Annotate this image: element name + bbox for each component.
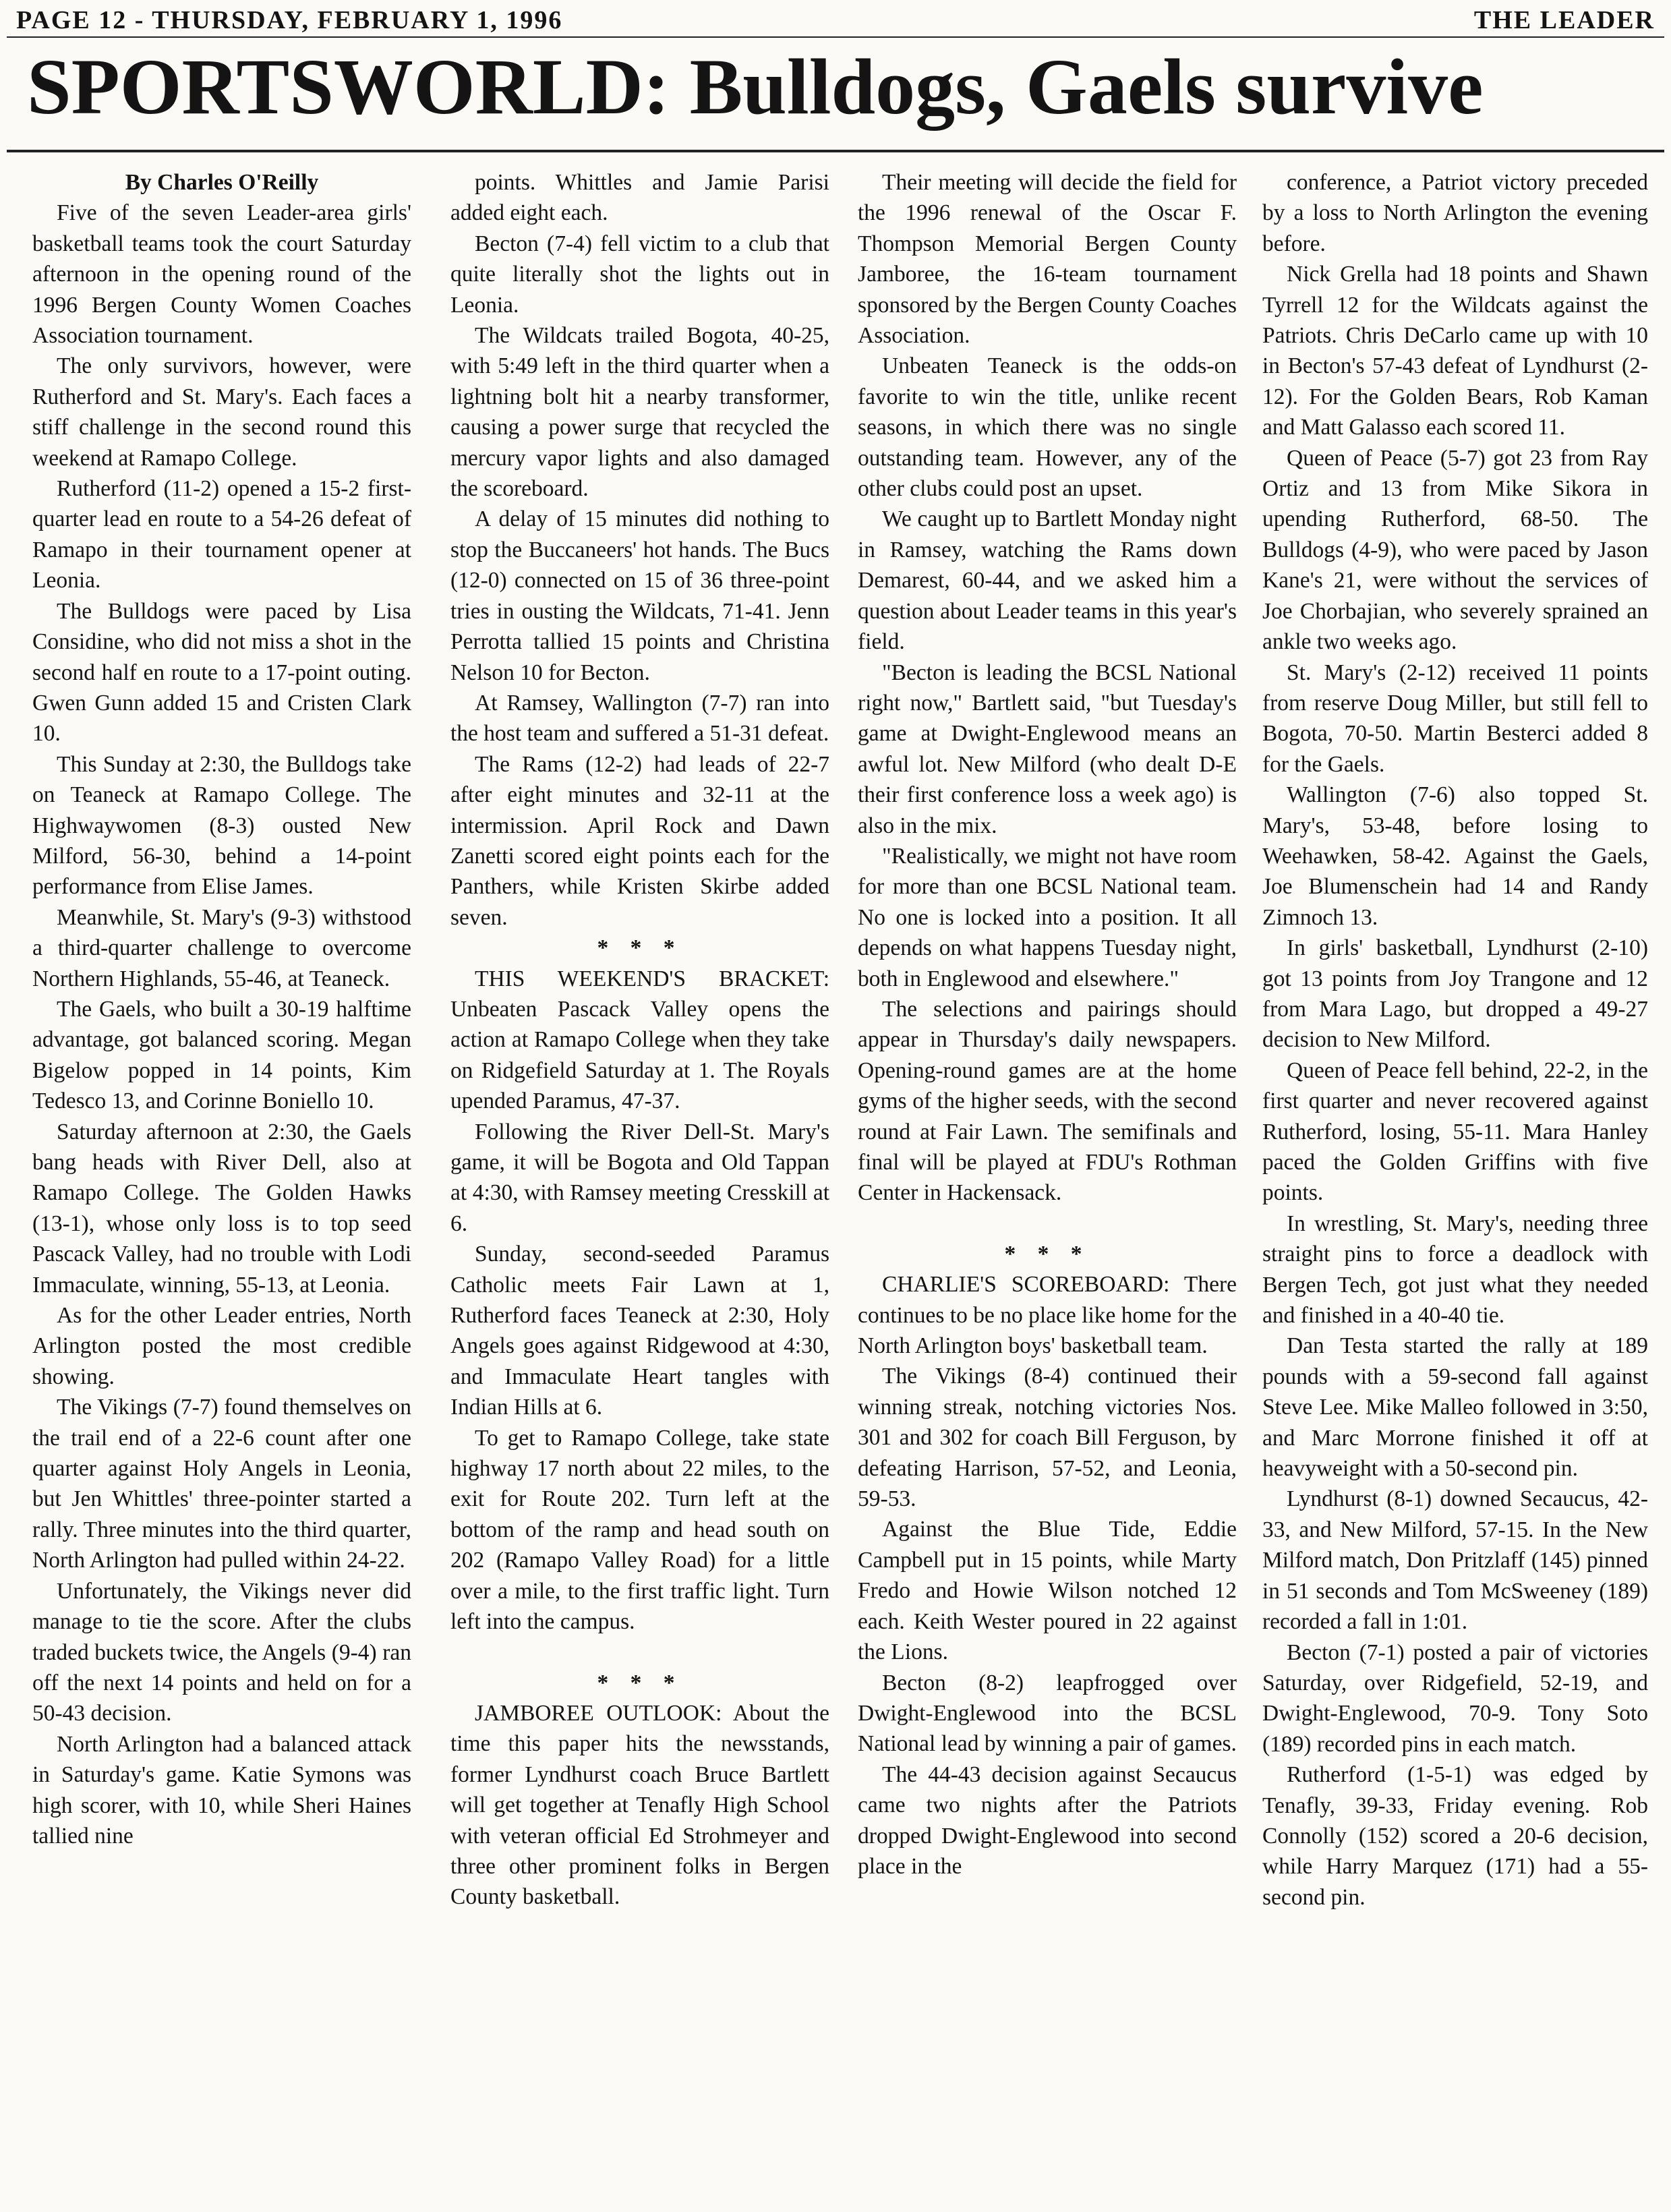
folio-rule (7, 36, 1664, 38)
column-1 (32, 167, 411, 2204)
paragraph: Queen of Peace fell behind, 22-2, in the first quarter and never recovered against Rutherford, losing, 55-11. Mara Hanley paced the Golden Griffins with five points. (1262, 1057, 1648, 1206)
paragraph: In wrestling, St. Mary's, needing three straight pins to force a deadlock with Bergen Tech, got just what they needed and finished in a 40-40 tie. (1262, 1211, 1648, 1329)
paragraph: Against the Blue Tide, Eddie Campbell put in 15 points, while Marty Fredo and Howie Wilson notched 12 each. Keith Wester poured in 22 against the Lions. (858, 1517, 1237, 1665)
paragraph: The Rams (12-2) had leads of 22-7 after eight minutes and 32-11 at the intermission. April Rock and Dawn Zanetti scored eight points each for the Panthers, while Kristen Skirbe added seven. (450, 751, 829, 930)
paragraph: Lyndhurst (8-1) downed Secaucus, 42-33, and New Milford, 57-15. In the New Milford match, Don Pritzlaff (145) pinned in 51 seconds and Tom McSweeney (189) recorded a fall in 1:01. (1262, 1486, 1648, 1635)
column-2 (450, 167, 829, 2204)
paragraph: Rutherford (1-5-1) was edged by Tenafly, 39-33, Friday evening. Rob Connolly (152) scored a 20-6 decision, while Harry Marquez (171) had a 55-second pin. (1262, 1762, 1648, 1910)
paragraph: Becton (8-2) leapfrogged over Dwight-Englewood into the BCSL National lead by winning a pair of games. (858, 1670, 1237, 1757)
paragraph: Dan Testa started the rally at 189 pounds with a 59-second fall against Steve Lee. Mike Malleo followed in 3:50, and Marc Morrone finished it off at heavyweight with a 50-second pin. (1262, 1333, 1648, 1482)
paragraph: The selections and pairings should appear in Thursday's daily newspapers. Opening-round games are at the home gyms of the higher seeds, with the second round at Fair Lawn. The semifinals and final will be played at FDU's Rothman Center in Hackensack. (858, 996, 1237, 1206)
paragraph: Sunday, second-seeded Paramus Catholic meets Fair Lawn at 1, Rutherford faces Teaneck at 2:30, Holy Angels goes against Ridgewood at 4:30, and Immaculate Heart tangles with Indian Hills at 6. (450, 1242, 829, 1420)
paragraph: Queen of Peace (5-7) got 23 from Ray Ortiz and 13 from Mike Sikora in upending Rutherford, 68-50. The Bulldogs (4-9), who were paced by Jason Kane's 21, were without the services of Joe Chorbajian, who severely sprained an ankle two weeks ago. (1262, 445, 1648, 655)
paragraph: THIS WEEKEND'S BRACKET: Unbeaten Pascack Valley opens the action at Ramapo College when they take on Ridgefield Saturday at 1. The Royals upended Paramus, 47-37. (450, 966, 829, 1114)
column-1-body (32, 198, 411, 1851)
paragraph: Meanwhile, St. Mary's (9-3) withstood a third-quarter challenge to overcome Northern Highlands, 55-46, at Teaneck. (32, 904, 411, 991)
section-separator: * * * (1004, 1241, 1090, 1267)
paragraph: Unfortunately, the Vikings never did manage to tie the score. After the clubs traded buckets twice, the Angels (9-4) ran off the next 14 points and held on for a 50-43 decision. (32, 1578, 411, 1726)
column-2-body-b (450, 964, 829, 1637)
column-3 (858, 167, 1237, 2204)
paragraph: Their meeting will decide the field for the 1996 renewal of the Oscar F. Thompson Memorial Bergen County Jamboree, the 16-team tournament sponsored by the Bergen County Coaches Association. (858, 170, 1237, 349)
paragraph: At Ramsey, Wallington (7-7) ran into the host team and suffered a 51-31 defeat. (450, 690, 829, 747)
paragraph: points. Whittles and Jamie Parisi added eight each. (450, 170, 829, 226)
headline-rule (7, 150, 1664, 152)
paragraph: The only survivors, however, were Rutherford and St. Mary's. Each faces a stiff challenge in the second round this weekend at Ramapo College. (32, 353, 411, 471)
paragraph: We caught up to Bartlett Monday night in Ramsey, watching the Rams down Demarest, 60-44, and we asked him a question about Leader teams in this year's field. (858, 506, 1237, 655)
paragraph: The Wildcats trailed Bogota, 40-25, with 5:49 left in the third quarter when a lightning bolt hit a nearby transformer, causing a power surge that recycled the mercury vapor lights and also damaged the scoreboard. (450, 323, 829, 502)
paragraph: The Vikings (8-4) continued their winning streak, notching victories Nos. 301 and 302 for coach Bill Ferguson, by defeating Harrison, 57-52, and Leonia, 59-53. (858, 1364, 1237, 1512)
paragraph: Becton (7-4) fell victim to a club that quite literally shot the lights out in Leonia. (450, 231, 829, 318)
paragraph: The 44-43 decision against Secaucus came two nights after the Patriots dropped Dwight-Englewood into second place in the (858, 1762, 1237, 1879)
paragraph: Unbeaten Teaneck is the odds-on favorite to win the title, unlike recent seasons, in which there was no single outstanding team. However, any of the other clubs could post an upset. (858, 353, 1237, 502)
column-2-body-c (450, 1698, 829, 1913)
paragraph: "Realistically, we might not have room for more than one BCSL National team. No one is locked into a position. It all depends on what happens Tuesday night, both in Englewood and elsewhere." (858, 843, 1237, 991)
section-separator: * * * (597, 1670, 683, 1695)
paragraph: To get to Ramapo College, take state highway 17 north about 22 miles, to the exit for Route 202. Turn left at the bottom of the ramp and head south on 202 (Ramapo Valley Road) for a little over a mile, to the first traffic light. Turn left into the campus. (450, 1425, 829, 1635)
paragraph: The Gaels, who built a 30-19 halftime advantage, got balanced scoring. Megan Bigelow popped in 14 points, Kim Tedesco 13, and Corinne Boniello 10. (32, 996, 411, 1114)
paragraph: CHARLIE'S SCOREBOARD: There continues to be no place like home for the North Arlington boys' basketball team. (858, 1272, 1237, 1359)
column-3-body-b (858, 1269, 1237, 1882)
folio-paper-name: THE LEADER (1473, 6, 1655, 34)
paragraph: North Arlington had a balanced attack in Saturday's game. Katie Symons was high scorer, with 10, while Sheri Haines tallied nine (32, 1731, 411, 1849)
column-3-body-a (858, 167, 1237, 1209)
paragraph: As for the other Leader entries, North Arlington posted the most credible showing. (32, 1303, 411, 1389)
paragraph: In girls' basketball, Lyndhurst (2-10) got 13 points from Joy Trangone and 12 from Mara Lago, but dropped a 49-27 decision to New Milford. (1262, 935, 1648, 1053)
paragraph: Wallington (7-6) also topped St. Mary's, 53-48, before losing to Weehawken, 58-42. Against the Gaels, Joe Blumenschein had 14 and Randy Zimnoch 13. (1262, 782, 1648, 930)
folio-date: PAGE 12 - THURSDAY, FEBRUARY 1, 1996 (16, 6, 563, 34)
paragraph: Five of the seven Leader-area girls' basketball teams took the court Saturday afternoon in the opening round of the 1996 Bergen County Women Coaches Association tournament. (32, 200, 411, 349)
headline: SPORTSWORLD: Bulldogs, Gaels survive (27, 42, 1484, 131)
paragraph: conference, a Patriot victory preceded by a loss to North Arlington the evening before. (1262, 170, 1648, 256)
column-4-body (1262, 167, 1648, 1913)
paragraph: Rutherford (11-2) opened a 15-2 first-quarter lead en route to a 54-26 defeat of Ramapo in their tournament opener at Leonia. (32, 476, 411, 593)
paragraph: Following the River Dell-St. Mary's game, it will be Bogota and Old Tappan at 4:30, with Ramsey meeting Cresskill at 6. (450, 1119, 829, 1236)
paragraph: This Sunday at 2:30, the Bulldogs take on Teaneck at Ramapo College. The Highwaywomen (8-3) ousted New Milford, 56-30, behind a 14-point performance from Elise James. (32, 751, 411, 900)
paragraph: The Vikings (7-7) found themselves on the trail end of a 22-6 count after one quarter against Holy Angels in Leonia, but Jen Whittles' three-pointer started a rally. Three minutes into the third quarter, North Arlington had pulled within 24-22. (32, 1395, 411, 1573)
paragraph: The Bulldogs were paced by Lisa Considine, who did not miss a shot in the second half en route to a 17-point outing. Gwen Gunn added 15 and Cristen Clark 10. (32, 598, 411, 747)
paragraph: A delay of 15 minutes did nothing to stop the Buccaneers' hot hands. The Bucs (12-0) connected on 15 of 36 three-point tries in ousting the Wildcats, 71-41. Jenn Perrotta tallied 15 points and Christina Nelson 10 for Becton. (450, 506, 829, 685)
column-2-body-a (450, 167, 829, 933)
paragraph: JAMBOREE OUTLOOK: About the time this paper hits the newsstands, former Lyndhurst coach Bruce Bartlett will get together at Tenafly High School with veteran official Ed Strohmeyer and three other prominent folks in Bergen County basketball. (450, 1700, 829, 1910)
paragraph: "Becton is leading the BCSL National right now," Bartlett said, "but Tuesday's game at Dwight-Englewood means an awful lot. New Milford (who dealt D-E their first conference loss a week ago) is also in the mix. (858, 660, 1237, 838)
paragraph: Saturday afternoon at 2:30, the Gaels bang heads with River Dell, also at Ramapo College. The Golden Hawks (13-1), whose only loss is to top seed Pascack Valley, had no trouble with Lodi Immaculate, winning, 55-13, at Leonia. (32, 1119, 411, 1298)
section-separator: * * * (597, 935, 683, 961)
column-4 (1262, 167, 1648, 2204)
paragraph: Nick Grella had 18 points and Shawn Tyrrell 12 for the Wildcats against the Patriots. Chris DeCarlo came up with 10 in Becton's 57-43 defeat of Lyndhurst (2-12). For the Golden Bears, Rob Kaman and Matt Galasso each scored 11. (1262, 262, 1648, 440)
paragraph: Becton (7-1) posted a pair of victories Saturday, over Ridgefield, 52-19, and Dwight-Englewood, 70-9. Tony Soto (189) recorded pins in each match. (1262, 1639, 1648, 1757)
byline: By Charles O'Reilly (125, 170, 319, 195)
paragraph: St. Mary's (2-12) received 11 points from reserve Doug Miller, but still fell to Bogota, 70-50. Martin Besterci added 8 for the Gaels. (1262, 660, 1648, 777)
